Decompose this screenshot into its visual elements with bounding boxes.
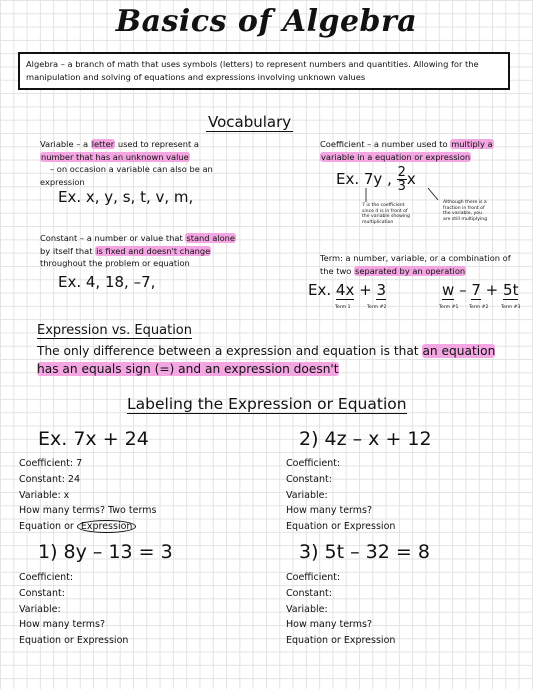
variable-note: expression (40, 176, 85, 187)
equation-or-expression: Equation or Expression (286, 635, 396, 647)
expression-choice-circled: Expression (77, 520, 137, 533)
problem-answers (286, 570, 395, 649)
problem-title: 1) 8y – 13 = 3 (38, 541, 173, 563)
variable-answer: Variable: x (19, 489, 70, 501)
coefficient-answer: Coefficient: (286, 572, 341, 583)
variable-answer: Variable: (286, 489, 328, 501)
coefficient-note-right: Although there is a fraction in front of the variable, you are still multiplying (443, 200, 488, 222)
equation-or-expression: Equation or Expression (19, 635, 129, 647)
equation-or-expression: Equation or Expression (286, 521, 396, 533)
constant-text: by itself that (40, 245, 96, 256)
constant-text: throughout the problem or equation (40, 258, 190, 268)
fraction-numerator: 2 (397, 165, 406, 180)
terms-answer: How many terms? (286, 619, 373, 631)
term-label-4: Term #2 (469, 305, 489, 310)
variable-text: Variable – a (40, 139, 91, 149)
coefficient-answer: Coefficient: (19, 572, 74, 583)
variable-example: Ex. x, y, s, t, v, m, (58, 188, 194, 206)
algebra-definition: Algebra – a branch of math that uses symbols (letters) to represent numbers and quantities. Allowing for the manipulation and solving of equations and expressions involving unknown values (26, 59, 479, 82)
term-example-part: 3 (376, 281, 387, 299)
constant-highlight: is fixed and doesn't change (96, 245, 211, 256)
fraction-denominator: 3 (397, 179, 406, 194)
constant-definition (40, 232, 280, 270)
page-title: Basics of Algebra (115, 4, 418, 39)
coefficient-answer: Coefficient: 7 (19, 458, 83, 469)
problem-title: 3) 5t – 32 = 8 (299, 541, 430, 563)
variable-note: – on occasion a variable can also be an (50, 164, 213, 174)
constant-example: Ex. 4, 18, –7, (58, 273, 156, 291)
term-example-part: 7 (471, 281, 481, 299)
expression-highlight: has an equals sign (=) and an expression doesn't (37, 362, 339, 376)
labeling-heading: Labeling the Expression or Equation (127, 395, 407, 413)
problem-answers (19, 456, 156, 535)
constant-answer: Constant: (286, 473, 332, 485)
algebra-definition-box (18, 52, 510, 90)
terms-answer: How many terms? (19, 619, 106, 631)
term-example-2 (442, 281, 518, 299)
variable-highlight-letter: letter (91, 139, 115, 149)
fraction-variable: x (406, 170, 416, 188)
constant-answer: Constant: 24 (19, 473, 81, 485)
term-example-1 (308, 281, 386, 299)
term-label-2: Term #2 (367, 305, 387, 310)
problem-answers (286, 456, 395, 535)
expression-explanation (37, 342, 517, 378)
variable-answer: Variable: (286, 603, 328, 615)
term-example-operator: + (359, 281, 372, 299)
term-example-part: w (442, 281, 455, 299)
term-label-3: Term #1 (439, 305, 459, 310)
term-example-operator: + (485, 281, 499, 299)
expression-highlight: an equation (422, 344, 496, 358)
term-example-label: Ex. (308, 281, 332, 299)
coefficient-answer: Coefficient: (286, 458, 341, 469)
variable-text: used to represent a (115, 139, 199, 149)
variable-highlight-unknown: number that has an unknown value (41, 151, 189, 162)
term-definition (320, 252, 530, 277)
term-text: the two (320, 265, 355, 276)
coefficient-example-label: Ex. 7y , (336, 170, 392, 188)
term-label-1: Term 1 (335, 305, 351, 310)
equation-choice: Equation or (19, 521, 77, 533)
problem-answers (19, 570, 128, 649)
term-example-part: 5t (503, 281, 519, 299)
coefficient-highlight: multiply a (451, 139, 493, 149)
terms-answer: How many terms? (286, 505, 373, 517)
constant-text: Constant – a number or value that (40, 233, 186, 243)
coefficient-definition (320, 138, 520, 163)
terms-answer: How many terms? Two terms (19, 505, 157, 517)
problem-title: Ex. 7x + 24 (38, 428, 149, 450)
term-highlight: separated by an operation (355, 265, 466, 276)
coefficient-highlight: variable in a equation or expression (321, 151, 471, 162)
term-example-part: 4x (335, 281, 355, 299)
coefficient-text: Coefficient – a number used to (320, 139, 451, 149)
coefficient-note-left: 7 is the coefficient since it is in front of the variable showing multiplication (362, 203, 410, 225)
term-label-5: Term #3 (501, 305, 521, 310)
variable-definition (40, 138, 280, 188)
constant-highlight: stand alone (186, 233, 236, 243)
term-text: Term: a number, variable, or a combination of (320, 253, 511, 263)
problem-title: 2) 4z – x + 12 (299, 428, 432, 450)
constant-answer: Constant: (286, 587, 332, 599)
constant-answer: Constant: (19, 587, 65, 599)
vocabulary-heading: Vocabulary (208, 113, 292, 131)
term-example-operator: – (459, 281, 467, 299)
variable-answer: Variable: (19, 603, 61, 615)
expression-text: The only difference between a expression and equation is that (37, 344, 423, 358)
expression-heading: Expression vs. Equation (37, 323, 193, 338)
equation-or-expression (19, 519, 156, 535)
